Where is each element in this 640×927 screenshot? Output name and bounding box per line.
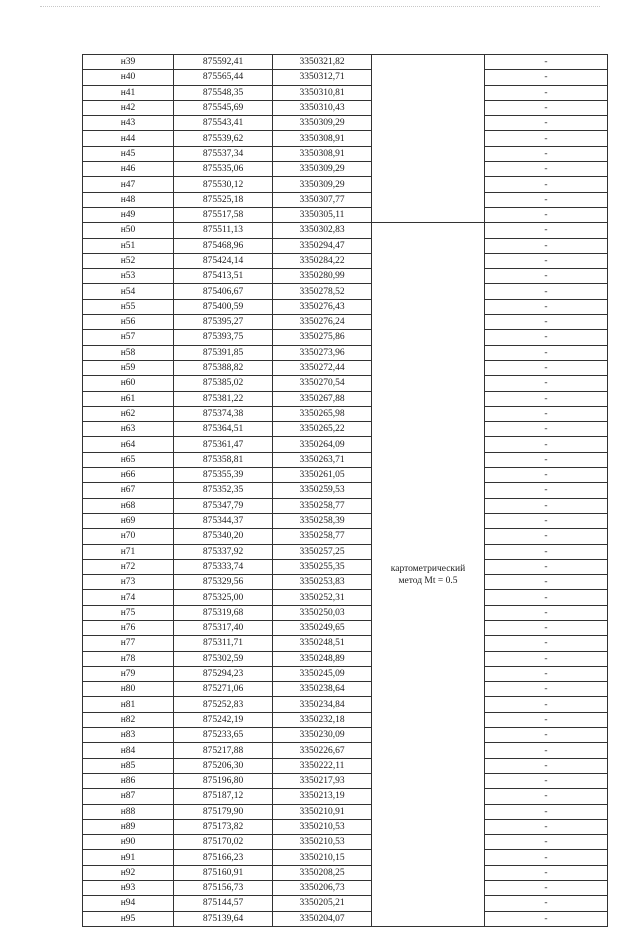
coord-x: 875329,56: [174, 575, 273, 590]
point-name: н91: [83, 850, 174, 865]
note-cell: -: [485, 437, 608, 452]
note-cell: -: [485, 391, 608, 406]
point-name: н54: [83, 284, 174, 299]
coord-x: 875385,02: [174, 376, 273, 391]
coord-y: 3350206,73: [273, 881, 372, 896]
coord-y: 3350272,44: [273, 360, 372, 375]
coord-x: 875525,18: [174, 192, 273, 207]
note-cell: -: [485, 192, 608, 207]
note-cell: -: [485, 315, 608, 330]
table-row: [83, 223, 608, 238]
table-row: [83, 529, 608, 544]
note-cell: -: [485, 131, 608, 146]
table-row: [83, 116, 608, 131]
coord-x: 875156,73: [174, 881, 273, 896]
coord-y: 3350234,84: [273, 697, 372, 712]
note-cell: -: [485, 835, 608, 850]
note-cell: -: [485, 743, 608, 758]
point-name: н45: [83, 146, 174, 161]
point-name: н61: [83, 391, 174, 406]
point-name: н67: [83, 483, 174, 498]
coord-x: 875374,38: [174, 406, 273, 421]
coord-y: 3350217,93: [273, 773, 372, 788]
coord-y: 3350210,53: [273, 819, 372, 834]
table-row: [83, 559, 608, 574]
coord-x: 875337,92: [174, 544, 273, 559]
point-name: н57: [83, 330, 174, 345]
method-cell-top: [372, 55, 485, 223]
coord-y: 3350258,39: [273, 513, 372, 528]
table-row: [83, 620, 608, 635]
point-name: н69: [83, 513, 174, 528]
coord-y: 3350270,54: [273, 376, 372, 391]
note-cell: -: [485, 651, 608, 666]
table-row: [83, 697, 608, 712]
coord-y: 3350249,65: [273, 620, 372, 635]
note-cell: -: [485, 238, 608, 253]
coord-y: 3350321,82: [273, 55, 372, 70]
coord-x: 875393,75: [174, 330, 273, 345]
table-row: [83, 345, 608, 360]
point-name: н62: [83, 406, 174, 421]
coord-y: 3350284,22: [273, 253, 372, 268]
table-row: [83, 498, 608, 513]
coord-x: 875166,23: [174, 850, 273, 865]
coord-x: 875160,91: [174, 865, 273, 880]
note-cell: -: [485, 697, 608, 712]
coord-x: 875252,83: [174, 697, 273, 712]
coord-x: 875317,40: [174, 620, 273, 635]
point-name: н68: [83, 498, 174, 513]
point-name: н48: [83, 192, 174, 207]
note-cell: -: [485, 146, 608, 161]
table-row: [83, 437, 608, 452]
coord-y: 3350310,43: [273, 100, 372, 115]
note-cell: -: [485, 911, 608, 926]
coord-x: 875352,35: [174, 483, 273, 498]
table-row: [83, 636, 608, 651]
table-row: [83, 330, 608, 345]
point-name: н39: [83, 55, 174, 70]
coord-y: 3350250,03: [273, 605, 372, 620]
method-text-line: метод Mt = 0.5: [398, 575, 458, 586]
method-text-line: картометрический: [390, 563, 466, 574]
table-row: [83, 728, 608, 743]
point-name: н90: [83, 835, 174, 850]
point-name: н59: [83, 360, 174, 375]
table-row: [83, 789, 608, 804]
coord-x: 875217,88: [174, 743, 273, 758]
point-name: н41: [83, 85, 174, 100]
coord-y: 3350213,19: [273, 789, 372, 804]
coord-x: 875144,57: [174, 896, 273, 911]
coord-x: 875358,81: [174, 452, 273, 467]
coord-y: 3350308,91: [273, 131, 372, 146]
coord-y: 3350205,21: [273, 896, 372, 911]
coord-y: 3350222,11: [273, 758, 372, 773]
point-name: н71: [83, 544, 174, 559]
point-name: н92: [83, 865, 174, 880]
note-cell: -: [485, 605, 608, 620]
note-cell: -: [485, 55, 608, 70]
table-row: [83, 269, 608, 284]
coord-y: 3350255,35: [273, 559, 372, 574]
point-name: н87: [83, 789, 174, 804]
table-row: [83, 590, 608, 605]
coordinates-table-body: [83, 55, 608, 927]
table-row: [83, 835, 608, 850]
point-name: н86: [83, 773, 174, 788]
point-name: н44: [83, 131, 174, 146]
point-name: н43: [83, 116, 174, 131]
note-cell: -: [485, 360, 608, 375]
coord-y: 3350252,31: [273, 590, 372, 605]
coord-x: 875391,85: [174, 345, 273, 360]
coord-x: 875170,02: [174, 835, 273, 850]
note-cell: -: [485, 804, 608, 819]
table-row: [83, 192, 608, 207]
point-name: н93: [83, 881, 174, 896]
coord-y: 3350230,09: [273, 728, 372, 743]
point-name: н58: [83, 345, 174, 360]
table-row: [83, 819, 608, 834]
coord-y: 3350305,11: [273, 207, 372, 222]
note-cell: -: [485, 483, 608, 498]
note-cell: -: [485, 865, 608, 880]
table-row: [83, 682, 608, 697]
table-row: [83, 131, 608, 146]
coord-y: 3350258,77: [273, 529, 372, 544]
note-cell: -: [485, 559, 608, 574]
coord-y: 3350259,53: [273, 483, 372, 498]
note-cell: -: [485, 376, 608, 391]
coord-x: 875173,82: [174, 819, 273, 834]
coord-y: 3350257,25: [273, 544, 372, 559]
note-cell: -: [485, 85, 608, 100]
point-name: н94: [83, 896, 174, 911]
point-name: н51: [83, 238, 174, 253]
coord-x: 875364,51: [174, 422, 273, 437]
coord-x: 875517,58: [174, 207, 273, 222]
coord-y: 3350226,67: [273, 743, 372, 758]
coord-y: 3350248,89: [273, 651, 372, 666]
coord-x: 875233,65: [174, 728, 273, 743]
note-cell: -: [485, 513, 608, 528]
coord-x: 875187,12: [174, 789, 273, 804]
coord-x: 875271,06: [174, 682, 273, 697]
note-cell: -: [485, 850, 608, 865]
note-cell: -: [485, 620, 608, 635]
coord-x: 875319,68: [174, 605, 273, 620]
coord-x: 875302,59: [174, 651, 273, 666]
table-row: [83, 483, 608, 498]
note-cell: -: [485, 468, 608, 483]
coord-y: 3350264,09: [273, 437, 372, 452]
coord-x: 875535,06: [174, 162, 273, 177]
note-cell: -: [485, 70, 608, 85]
point-name: н64: [83, 437, 174, 452]
coord-y: 3350210,53: [273, 835, 372, 850]
coord-x: 875511,13: [174, 223, 273, 238]
coord-x: 875344,37: [174, 513, 273, 528]
table-row: [83, 284, 608, 299]
coord-x: 875361,47: [174, 437, 273, 452]
coord-x: 875424,14: [174, 253, 273, 268]
table-row: [83, 758, 608, 773]
point-name: н66: [83, 468, 174, 483]
table-row: [83, 207, 608, 222]
coord-y: 3350245,09: [273, 666, 372, 681]
coord-x: 875565,44: [174, 70, 273, 85]
coord-y: 3350308,91: [273, 146, 372, 161]
point-name: н88: [83, 804, 174, 819]
note-cell: -: [485, 789, 608, 804]
point-name: н84: [83, 743, 174, 758]
table-row: [83, 773, 608, 788]
point-name: н70: [83, 529, 174, 544]
coordinates-table: [82, 54, 608, 927]
note-cell: -: [485, 575, 608, 590]
coord-y: 3350307,77: [273, 192, 372, 207]
point-name: н82: [83, 712, 174, 727]
coord-x: 875413,51: [174, 269, 273, 284]
point-name: н95: [83, 911, 174, 926]
coord-y: 3350208,25: [273, 865, 372, 880]
coord-x: 875548,35: [174, 85, 273, 100]
table-row: [83, 360, 608, 375]
coord-y: 3350238,64: [273, 682, 372, 697]
coord-x: 875388,82: [174, 360, 273, 375]
note-cell: -: [485, 758, 608, 773]
note-cell: -: [485, 819, 608, 834]
point-name: н63: [83, 422, 174, 437]
coord-x: 875543,41: [174, 116, 273, 131]
note-cell: -: [485, 682, 608, 697]
coord-y: 3350253,83: [273, 575, 372, 590]
coord-y: 3350278,52: [273, 284, 372, 299]
coord-y: 3350309,29: [273, 162, 372, 177]
table-row: [83, 850, 608, 865]
table-row: [83, 376, 608, 391]
point-name: н40: [83, 70, 174, 85]
coord-x: 875325,00: [174, 590, 273, 605]
note-cell: -: [485, 406, 608, 421]
coord-y: 3350276,43: [273, 299, 372, 314]
coord-x: 875537,34: [174, 146, 273, 161]
coord-y: 3350309,29: [273, 116, 372, 131]
coord-x: 875355,39: [174, 468, 273, 483]
note-cell: -: [485, 253, 608, 268]
coord-x: 875381,22: [174, 391, 273, 406]
point-name: н79: [83, 666, 174, 681]
table-row: [83, 651, 608, 666]
coord-x: 875242,19: [174, 712, 273, 727]
coord-y: 3350267,88: [273, 391, 372, 406]
note-cell: -: [485, 269, 608, 284]
table-row: [83, 315, 608, 330]
coord-y: 3350261,05: [273, 468, 372, 483]
table-row: [83, 666, 608, 681]
point-name: н56: [83, 315, 174, 330]
coord-x: 875179,90: [174, 804, 273, 819]
coord-x: 875539,62: [174, 131, 273, 146]
method-cell: [372, 223, 485, 927]
point-name: н78: [83, 651, 174, 666]
table-row: [83, 804, 608, 819]
table-row: [83, 177, 608, 192]
table-row: [83, 70, 608, 85]
coord-x: 875530,12: [174, 177, 273, 192]
table-row: [83, 911, 608, 926]
coord-y: 3350265,22: [273, 422, 372, 437]
coord-y: 3350276,24: [273, 315, 372, 330]
coord-y: 3350248,51: [273, 636, 372, 651]
table-row: [83, 605, 608, 620]
coord-y: 3350210,15: [273, 850, 372, 865]
table-row: [83, 55, 608, 70]
coord-y: 3350275,86: [273, 330, 372, 345]
coord-y: 3350273,96: [273, 345, 372, 360]
coord-y: 3350310,81: [273, 85, 372, 100]
point-name: н47: [83, 177, 174, 192]
coord-y: 3350312,71: [273, 70, 372, 85]
table-row: [83, 881, 608, 896]
point-name: н85: [83, 758, 174, 773]
point-name: н75: [83, 605, 174, 620]
note-cell: -: [485, 299, 608, 314]
note-cell: -: [485, 116, 608, 131]
point-name: н81: [83, 697, 174, 712]
table-row: [83, 468, 608, 483]
point-name: н55: [83, 299, 174, 314]
point-name: н42: [83, 100, 174, 115]
note-cell: -: [485, 452, 608, 467]
coord-y: 3350265,98: [273, 406, 372, 421]
point-name: н50: [83, 223, 174, 238]
note-cell: -: [485, 177, 608, 192]
point-name: н89: [83, 819, 174, 834]
table-row: [83, 146, 608, 161]
page-top-edge: [40, 6, 600, 8]
table-row: [83, 391, 608, 406]
coord-x: 875395,27: [174, 315, 273, 330]
coord-y: 3350280,99: [273, 269, 372, 284]
note-cell: -: [485, 666, 608, 681]
point-name: н52: [83, 253, 174, 268]
coord-x: 875545,69: [174, 100, 273, 115]
table-row: [83, 513, 608, 528]
table-row: [83, 422, 608, 437]
point-name: н77: [83, 636, 174, 651]
table-row: [83, 452, 608, 467]
point-name: н53: [83, 269, 174, 284]
note-cell: -: [485, 100, 608, 115]
note-cell: -: [485, 896, 608, 911]
point-name: н74: [83, 590, 174, 605]
table-row: [83, 100, 608, 115]
table-row: [83, 544, 608, 559]
table-row: [83, 575, 608, 590]
note-cell: -: [485, 728, 608, 743]
coord-x: 875340,20: [174, 529, 273, 544]
table-row: [83, 162, 608, 177]
note-cell: -: [485, 284, 608, 299]
note-cell: -: [485, 330, 608, 345]
note-cell: -: [485, 544, 608, 559]
coord-x: 875468,96: [174, 238, 273, 253]
coord-x: 875311,71: [174, 636, 273, 651]
point-name: н83: [83, 728, 174, 743]
coord-x: 875406,67: [174, 284, 273, 299]
coord-y: 3350309,29: [273, 177, 372, 192]
coord-x: 875592,41: [174, 55, 273, 70]
point-name: н76: [83, 620, 174, 635]
coord-y: 3350258,77: [273, 498, 372, 513]
note-cell: -: [485, 712, 608, 727]
note-cell: -: [485, 162, 608, 177]
coord-y: 3350210,91: [273, 804, 372, 819]
coord-x: 875206,30: [174, 758, 273, 773]
note-cell: -: [485, 636, 608, 651]
coord-x: 875333,74: [174, 559, 273, 574]
coord-x: 875139,64: [174, 911, 273, 926]
coord-y: 3350263,71: [273, 452, 372, 467]
coord-y: 3350302,83: [273, 223, 372, 238]
table-row: [83, 743, 608, 758]
table-row: [83, 865, 608, 880]
point-name: н46: [83, 162, 174, 177]
note-cell: -: [485, 207, 608, 222]
coord-y: 3350232,18: [273, 712, 372, 727]
table-row: [83, 85, 608, 100]
table-row: [83, 896, 608, 911]
point-name: н80: [83, 682, 174, 697]
coord-x: 875400,59: [174, 299, 273, 314]
table-row: [83, 253, 608, 268]
coord-x: 875347,79: [174, 498, 273, 513]
note-cell: -: [485, 422, 608, 437]
coord-y: 3350204,07: [273, 911, 372, 926]
point-name: н49: [83, 207, 174, 222]
note-cell: -: [485, 529, 608, 544]
table-row: [83, 406, 608, 421]
note-cell: -: [485, 773, 608, 788]
table-row: [83, 712, 608, 727]
note-cell: -: [485, 881, 608, 896]
coord-x: 875196,80: [174, 773, 273, 788]
note-cell: -: [485, 590, 608, 605]
table-row: [83, 238, 608, 253]
note-cell: -: [485, 223, 608, 238]
table-row: [83, 299, 608, 314]
point-name: н72: [83, 559, 174, 574]
coord-y: 3350294,47: [273, 238, 372, 253]
point-name: н65: [83, 452, 174, 467]
note-cell: -: [485, 345, 608, 360]
point-name: н60: [83, 376, 174, 391]
note-cell: -: [485, 498, 608, 513]
coord-x: 875294,23: [174, 666, 273, 681]
point-name: н73: [83, 575, 174, 590]
